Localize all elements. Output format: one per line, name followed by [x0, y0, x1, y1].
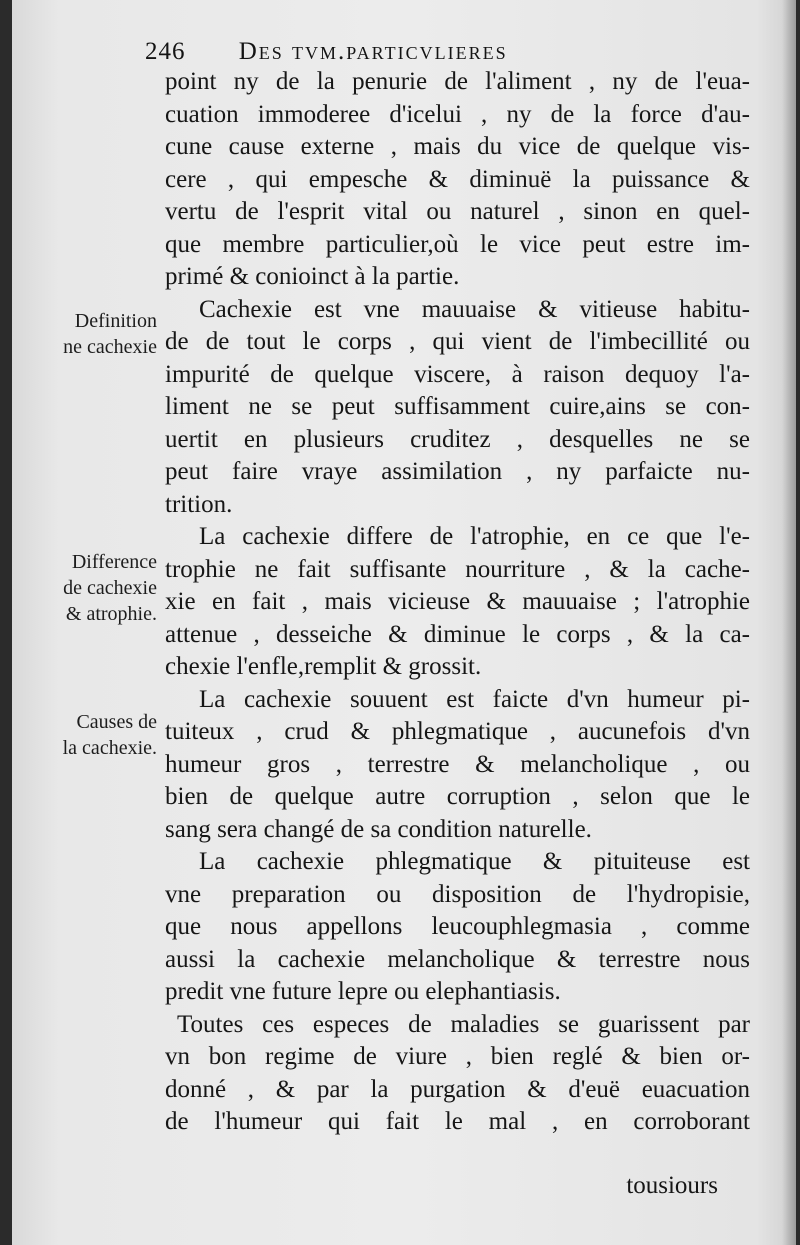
margin-note-causes	[12, 709, 157, 761]
margin-note-line: Causes de	[76, 711, 157, 733]
running-title: Des tvm.particvlieres	[238, 38, 508, 65]
text-line: de de tout le corps , qui vient de l'imbecillité ou	[165, 328, 750, 355]
margin-note-difference	[12, 549, 157, 627]
text-line: de l'humeur qui fait le mal , en corroborant	[165, 1108, 750, 1135]
text-line: Toutes ces especes de maladies se guarissent par	[177, 1010, 750, 1038]
text-line: predit vne future lepre ou elephantiasis.	[165, 978, 561, 1005]
text-line: vne preparation ou disposition de l'hydropisie,	[165, 880, 750, 908]
text-line: que membre particulier,où le vice peut estre im-	[165, 230, 750, 258]
text-line: impurité de quelque viscere, à raison dequoy l'a-	[165, 360, 750, 388]
catchword: tousiours	[626, 1172, 718, 1199]
text-line: point ny de la penurie de l'aliment , ny de l'eua-	[165, 68, 750, 95]
text-line: cuation immoderee d'icelui , ny de la force d'au-	[165, 100, 750, 128]
text-line: trophie ne fait suffisante nourriture , & la cache-	[165, 555, 750, 583]
page-header	[145, 38, 665, 68]
book-page	[12, 0, 796, 1245]
text-line: uertit en plusieurs cruditez , desquelles ne se	[165, 425, 750, 453]
margin-note-line: ne cachexie	[63, 336, 157, 358]
text-line: cere , qui empesche & diminuë la puissance &	[165, 165, 750, 193]
text-line: Cachexie est vne mauuaise & vitieuse habitu-	[199, 295, 750, 323]
text-line: xie en fait , mais vicieuse & mauuaise ; l'atrophie	[165, 588, 750, 615]
text-line: aussi la cachexie melancholique & terrestre nous	[165, 945, 750, 973]
margin-note-line: Definition	[74, 310, 157, 332]
text-line: humeur gros , terrestre & melancholique , ou	[165, 750, 750, 778]
margin-note-definition	[12, 308, 157, 360]
text-line: cune cause externe , mais du vice de quelque vis-	[165, 133, 750, 160]
margin-note-line: de cachexie	[63, 577, 157, 599]
text-line: sang sera changé de sa condition naturelle.	[165, 815, 592, 843]
text-line: La cachexie differe de l'atrophie, en ce que l'e-	[199, 523, 750, 550]
body-text	[165, 66, 750, 1139]
margin-note-line: la cachexie.	[62, 737, 157, 759]
text-line: primé & conioinct à la partie.	[165, 263, 460, 290]
margin-note-line: & atrophie.	[65, 603, 157, 625]
text-line: peut faire vraye assimilation , ny parfaicte nu-	[165, 458, 750, 485]
text-line: La cachexie souuent est faicte d'vn humeur pi-	[199, 685, 750, 713]
margin-note-line: Difference	[71, 551, 157, 573]
text-line: trition.	[165, 490, 233, 518]
text-line: donné , & par la purgation & d'euë euacuation	[165, 1075, 750, 1103]
text-line: vn bon regime de viure , bien reglé & bien or-	[165, 1043, 750, 1070]
text-line: La cachexie phlegmatique & pituiteuse est	[199, 848, 750, 875]
text-line: liment ne se peut suffisamment cuire,ains se con-	[165, 393, 750, 420]
page-number: 246	[145, 38, 186, 65]
page-edge-shadow	[782, 0, 796, 1245]
text-line: tuiteux , crud & phlegmatique , aucunefois d'vn	[165, 718, 750, 745]
text-line: que nous appellons leucouphlegmasia , comme	[165, 913, 750, 940]
text-line: chexie l'enfle,remplit & grossit.	[165, 653, 482, 680]
text-line: vertu de l'esprit vital ou naturel , sinon en quel-	[165, 198, 750, 225]
text-line: bien de quelque autre corruption , selon que le	[165, 783, 750, 810]
text-line: attenue , desseiche & diminue le corps , & la ca-	[165, 620, 750, 648]
